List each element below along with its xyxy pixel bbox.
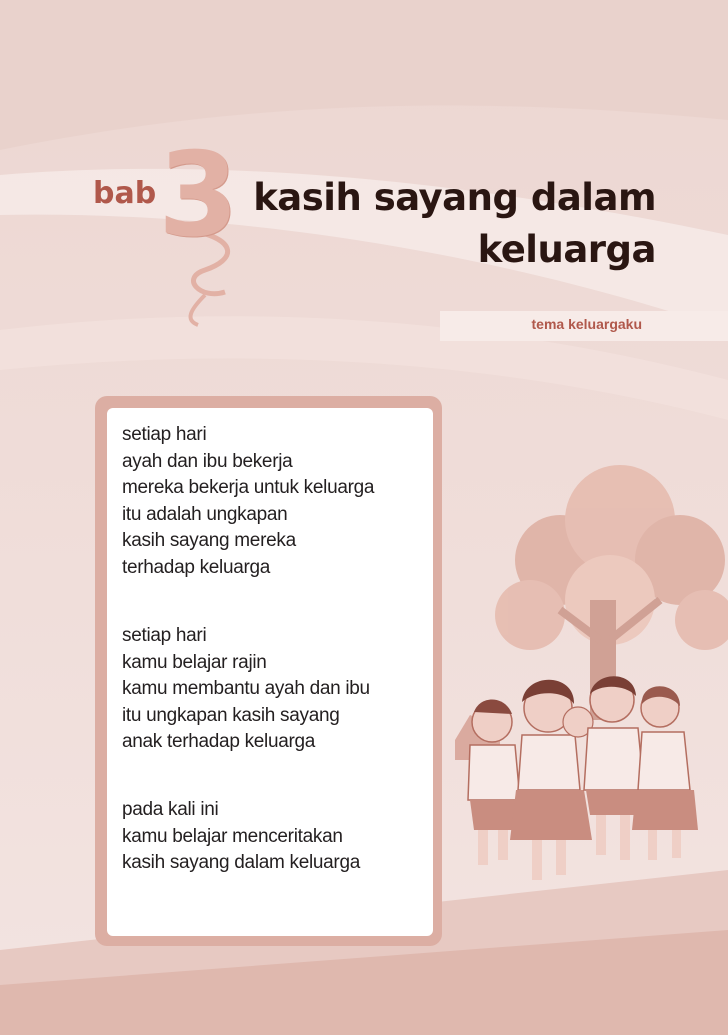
poem-stanza-1 (122, 422, 374, 582)
poem-line: kamu belajar menceritakan (122, 825, 343, 847)
chapter-number: 3 (158, 128, 239, 263)
poem-stanza-3 (122, 797, 360, 877)
chapter-label: bab (93, 176, 157, 211)
poem-line: anak terhadap keluarga (122, 731, 316, 753)
poem-line: kasih sayang mereka (122, 530, 296, 552)
poem-line: kasih sayang dalam keluarga (122, 852, 360, 874)
poem-line: itu ungkapan kasih sayang (122, 704, 340, 726)
chapter-title-line-1: kasih sayang dalam (253, 176, 656, 219)
poem-line: kamu membantu ayah dan ibu (122, 678, 370, 700)
poem-line: kamu belajar rajin (122, 651, 267, 673)
poem-line: setiap hari (122, 625, 207, 646)
theme-label: tema keluargaku (531, 316, 642, 332)
poem-line: setiap hari (122, 424, 207, 445)
poem-line: terhadap keluarga (122, 556, 271, 578)
poem-stanza-2 (122, 623, 370, 756)
chapter-title (236, 172, 656, 276)
poem-line: ayah dan ibu bekerja (122, 450, 293, 472)
poem-line: itu adalah ungkapan (122, 503, 288, 525)
poem-line: pada kali ini (122, 799, 219, 820)
poem-line: mereka bekerja untuk keluarga (122, 477, 375, 499)
chapter-title-line-2: keluarga (477, 228, 656, 271)
